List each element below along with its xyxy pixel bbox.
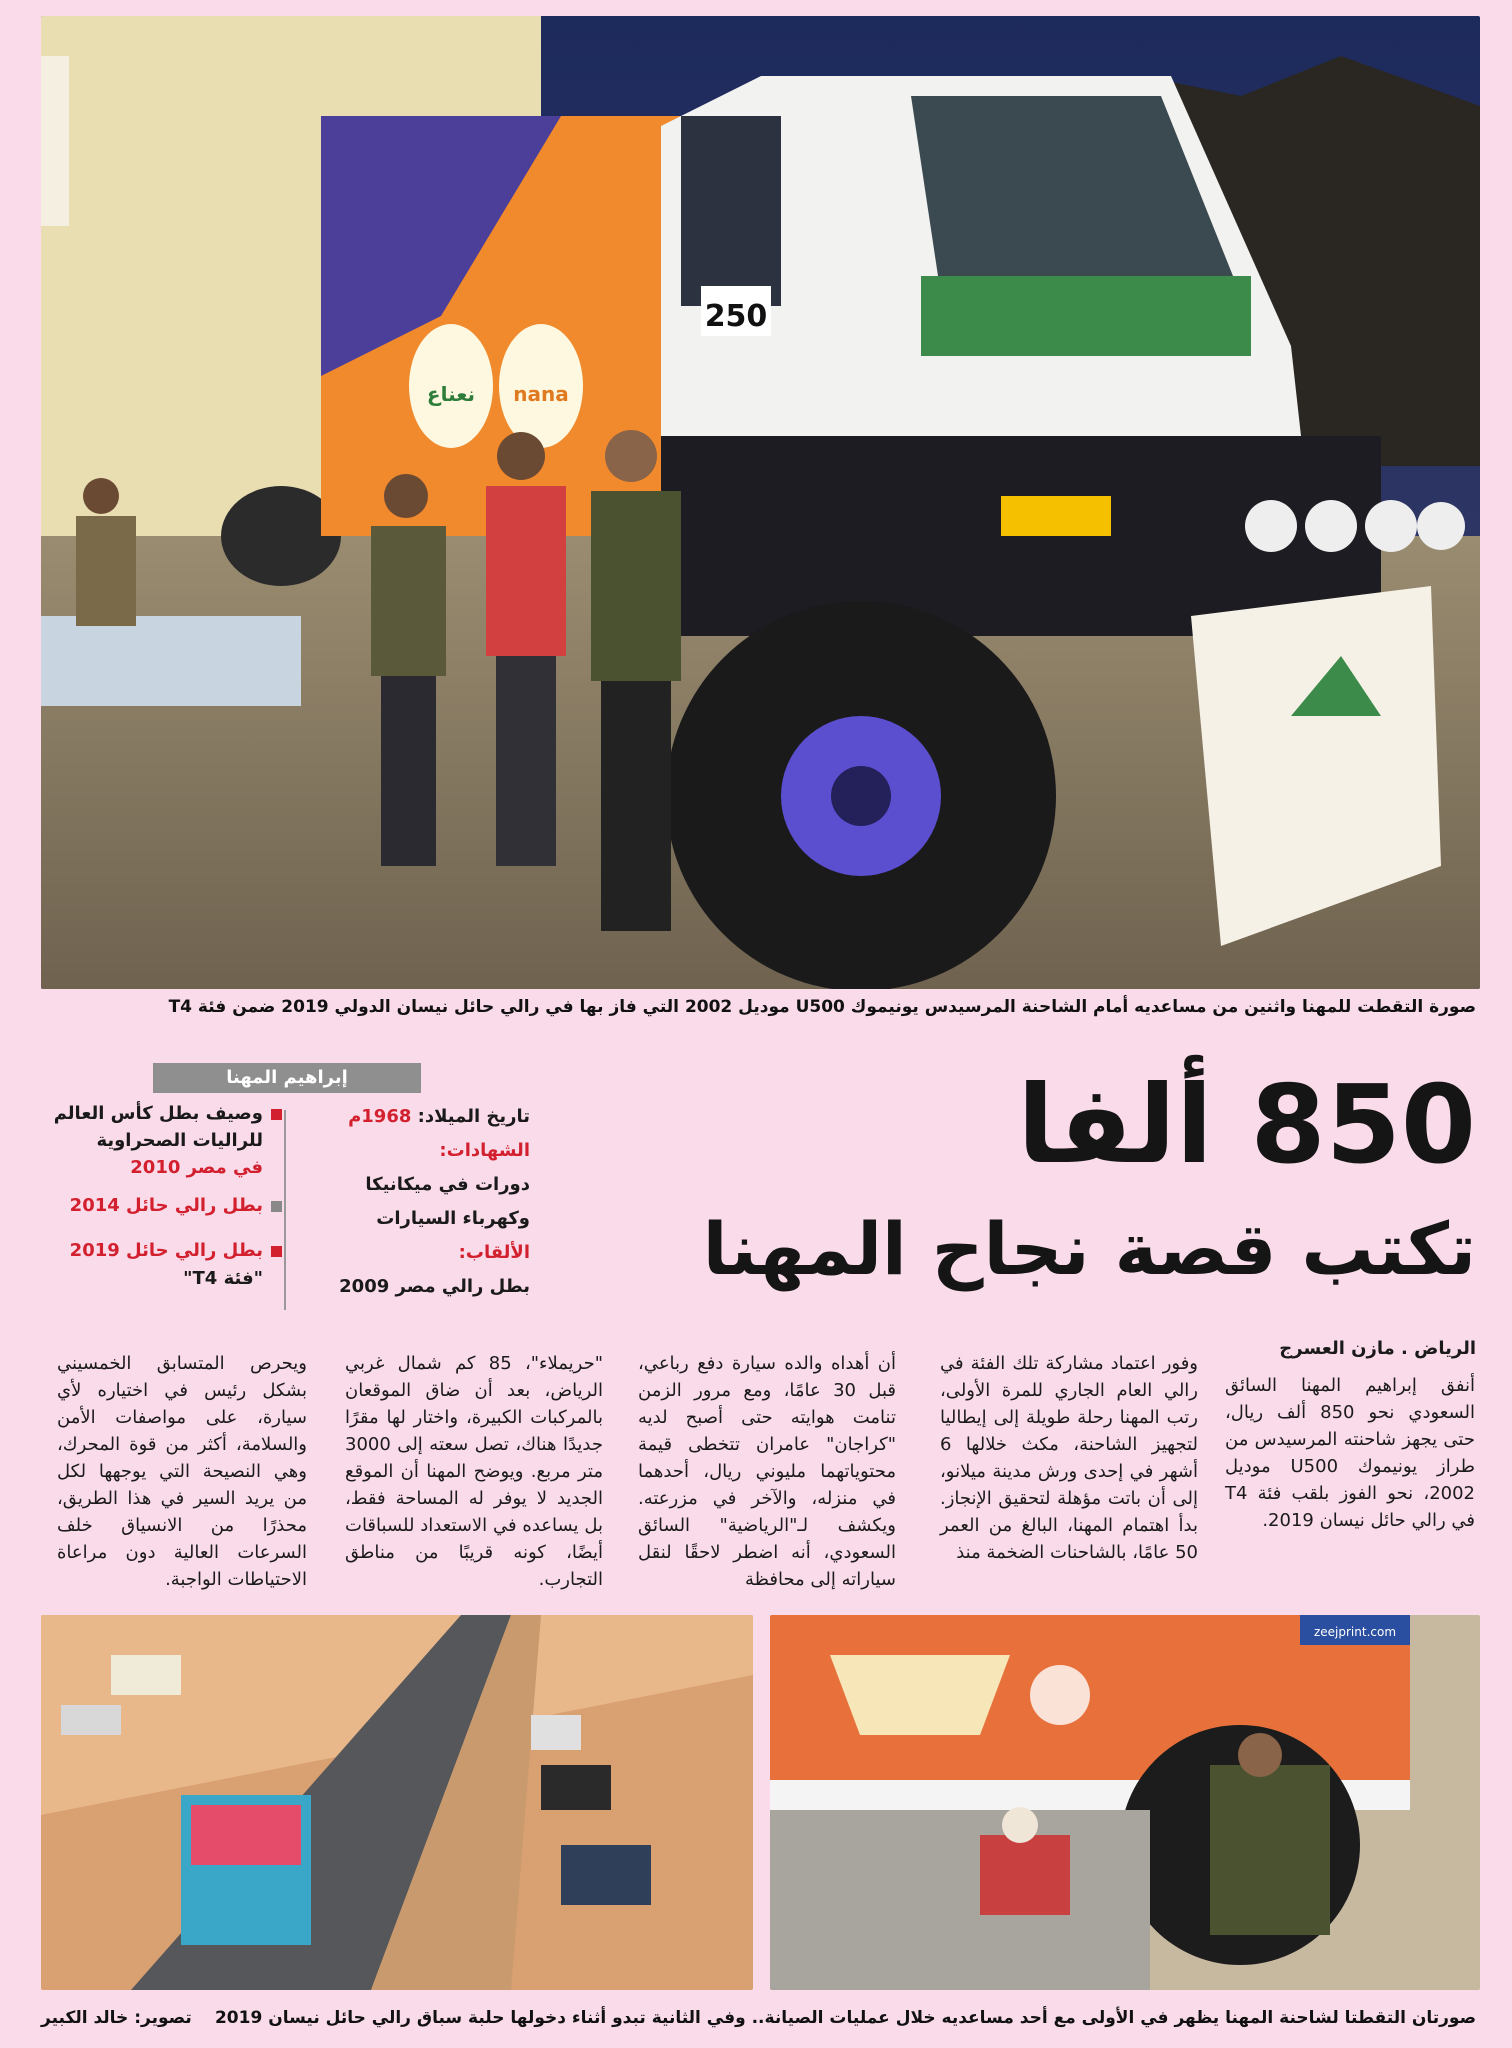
headline-line1: 850 ألفا — [1017, 1063, 1476, 1188]
achievement-3-line1: بطل رالي حائل 2019 — [69, 1240, 263, 1261]
article-column-3 — [638, 1350, 896, 1590]
certs-label: الشهادات: — [439, 1140, 530, 1161]
photo-credit: تصوير: خالد الكبير — [41, 2008, 192, 2028]
achievement-1-row — [38, 1100, 282, 1127]
achievement-2-row — [38, 1189, 282, 1223]
profile-left-column — [38, 1100, 282, 1293]
column-3-text: أن أهداه والده سيارة دفع رباعي، قبل 30 عامًا، ومع مرور الزمن تنامت هوايته حتى أصبح لديه "كراجان" عامران تتخطى قيمة محتوياتهما مليوني ريال، أحدهما في منزله، والآخر في مزرعته. ويكشف لـ"الرياضية" السائق السعودي، أنه اضطر لاحقًا لنقل سياراته إلى محافظة — [638, 1353, 896, 1590]
bottom-photo-maintenance — [770, 1615, 1480, 1990]
bullet-icon — [271, 1109, 282, 1120]
zeejprint-sign: zeejprint.com — [1313, 1625, 1397, 1639]
sponsor-logo-1: nana — [513, 382, 569, 406]
bullet-icon — [271, 1246, 282, 1257]
truck-number: 250 — [704, 299, 768, 334]
birth-row — [300, 1100, 530, 1134]
column-4-text: "حريملاء"، 85 كم شمال غربي الرياض، بعد أن ضاق الموقعان بالمركبات الكبيرة، واختار لها مقرًا جديدًا هناك، تصل سعته إلى 3000 متر مربع. ويوضح المهنا أن الموقع الجديد لا يوفر له المساحة فقط، بل يساعده في الاستعداد للسباقات أيضًا، كونه قريبًا من مناطق التجارب. — [345, 1353, 603, 1590]
cert-2: وكهرباء السيارات — [376, 1208, 530, 1229]
column-2-text: وفور اعتماد مشاركة تلك الفئة في رالي العام الجاري للمرة الأولى، رتب المهنا رحلة طويلة إلى إيطاليا لتجهيز الشاحنة، مكث خلالها 6 أشهر في إحدى ورش مدينة ميلانو، إلى أن باتت مؤهلة لتحقيق الإنجاز. بدأ اهتمام المهنا، البالغ من العمر 50 عامًا، بالشاحنات الضخمة منذ — [940, 1353, 1198, 1563]
byline: الرياض . مازن العسرج — [1279, 1338, 1476, 1359]
achievement-2: بطل رالي حائل 2014 — [69, 1195, 263, 1216]
achievement-3-line2: "فئة T4" — [183, 1268, 263, 1289]
achievement-3-row — [38, 1237, 282, 1265]
headline-line2: تكتب قصة نجاح المهنا — [702, 1207, 1476, 1291]
title-egypt-2009: بطل رالي مصر 2009 — [339, 1276, 530, 1297]
maintenance-art — [770, 1615, 1480, 1990]
article-column-4 — [345, 1350, 603, 1590]
profile-divider — [284, 1110, 286, 1310]
cert-1: دورات في ميكانيكا — [365, 1174, 530, 1195]
profile-title: إبراهيم المهنا — [153, 1063, 421, 1093]
birth-label: تاريخ الميلاد: — [417, 1106, 530, 1127]
bottom-photo-rally-track — [41, 1615, 753, 1990]
article-column-1 — [1225, 1372, 1475, 1592]
article-column-5 — [57, 1350, 307, 1590]
main-photo-caption: صورة التقطت للمهنا واثنين من مساعديه أمام الشاحنة المرسيدس يونيموك U500 موديل 2002 التي فاز بها في رالي حائل نيسان الدولي 2019 ضمن فئة T4 — [168, 997, 1476, 1017]
birth-value: 1968م — [348, 1106, 412, 1127]
sponsor-logo-2: نعناع — [426, 382, 476, 406]
profile-right-column — [300, 1100, 530, 1304]
achievement-1-line2: للراليات الصحراوية — [96, 1130, 263, 1151]
achievement-1-line3: في مصر 2010 — [130, 1157, 263, 1178]
rally-track-art — [41, 1615, 753, 1990]
achievement-1-line1: وصيف بطل كأس العالم — [53, 1103, 263, 1124]
main-photo — [41, 16, 1480, 989]
titles-label: الألقاب: — [458, 1242, 530, 1263]
bullet-icon — [271, 1201, 282, 1212]
column-5-text: ويحرص المتسابق الخمسيني بشكل رئيس في اختياره لأي سيارة، على مواصفات الأمن والسلامة، أكثر من قوة المحرك، وهي النصيحة التي يوجهها لكل من يريد السير في هذا الطريق، محذرًا من الانسياق خلف السرعات العالية دون مراعاة الاحتياطات الواجبة. — [57, 1353, 307, 1590]
bottom-caption: صورتان التقطتا لشاحنة المهنا يظهر في الأولى مع أحد مساعديه خلال عمليات الصيانة.. وفي الثانية تبدو أثناء دخولها حلبة سباق رالي حائل نيسان 2019 — [214, 2008, 1476, 2028]
column-1-text: أنفق إبراهيم المهنا السائق السعودي نحو 850 ألف ريال، حتى يجهز شاحنته المرسيدس من طراز يونيموك U500 موديل 2002، نحو الفوز بلقب فئة T4 في رالي حائل نيسان 2019. — [1225, 1375, 1476, 1531]
main-photo-art — [41, 16, 1480, 989]
article-column-2 — [940, 1350, 1198, 1590]
